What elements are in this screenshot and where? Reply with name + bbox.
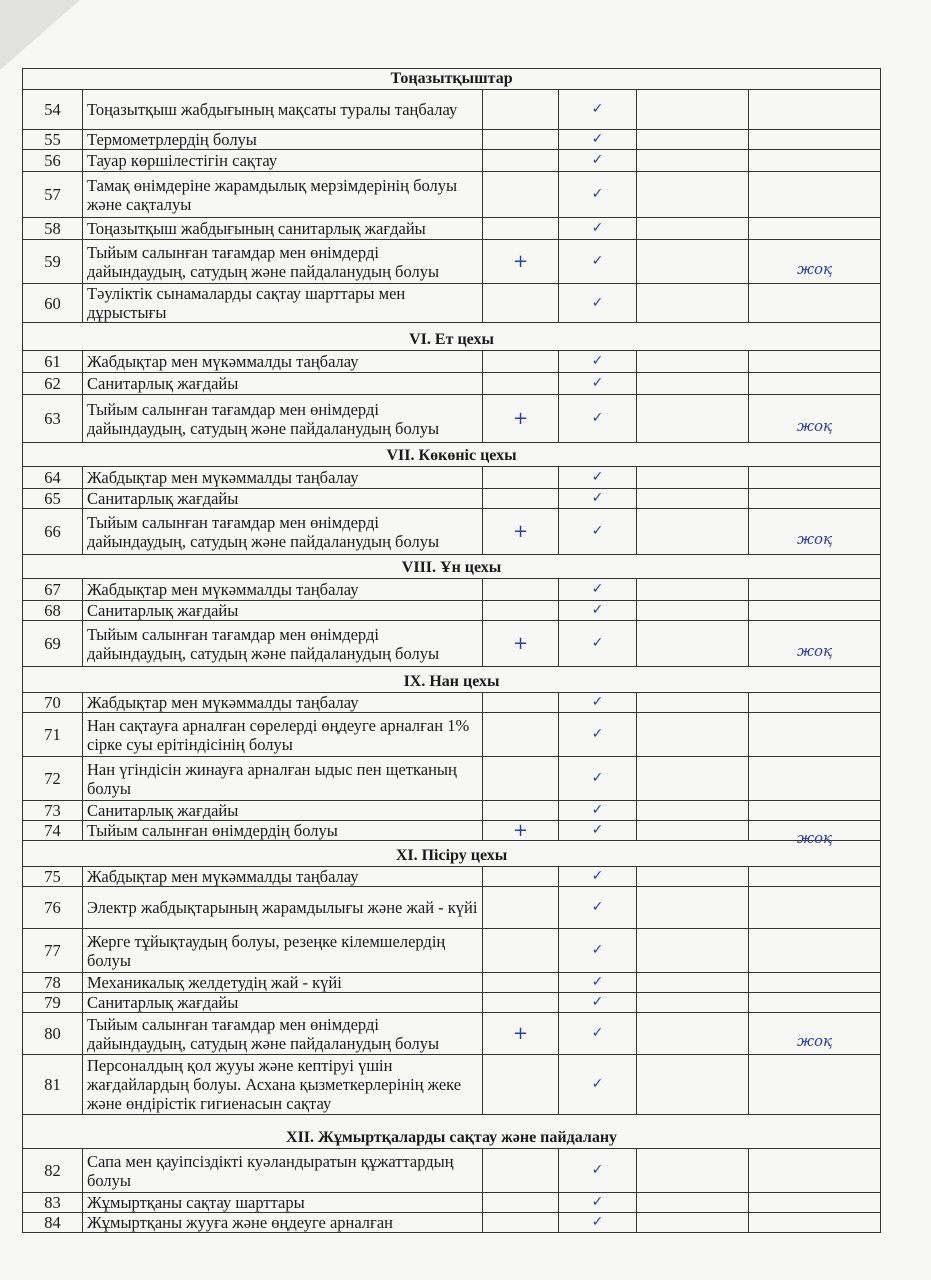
check-mark: ✓: [559, 467, 637, 489]
item-number: 60: [23, 284, 83, 323]
item-text: Тауар көршілестігін сақтау: [83, 150, 483, 172]
empty-cell: [637, 579, 749, 601]
item-number: 61: [23, 351, 83, 373]
note-handwritten: [749, 1157, 881, 1201]
item-number: 83: [23, 1193, 83, 1213]
check-mark: ✓: [559, 693, 637, 713]
mark-plus: +: [483, 509, 559, 555]
checklist-table: [22, 68, 881, 1233]
mark-plus: +: [483, 395, 559, 443]
item-text: Нан үгіндісін жинауға арналған ыдыс пен щетканың болуы: [83, 757, 483, 801]
check-mark: ✓: [559, 579, 637, 601]
empty-cell: [637, 821, 749, 841]
item-number: 68: [23, 601, 83, 621]
mark-plus: [483, 887, 559, 929]
note-handwritten: [749, 1221, 881, 1241]
check-mark: ✓: [559, 1213, 637, 1233]
page-fold: [0, 0, 80, 70]
item-text: Тыйым салынған тағамдар мен өнімдерді дайындаудың, сатудың және пайдаланудың болуы: [83, 395, 483, 443]
item-text: Санитарлық жағдайы: [83, 993, 483, 1013]
mark-plus: [483, 130, 559, 150]
item-number: 78: [23, 973, 83, 993]
mark-plus: [483, 1213, 559, 1233]
empty-cell: [637, 284, 749, 323]
item-text: Тыйым салынған тағамдар мен өнімдерді дайындаудың, сатудың және пайдаланудың болуы: [83, 509, 483, 555]
empty-cell: [637, 621, 749, 667]
check-mark: ✓: [559, 601, 637, 621]
mark-plus: [483, 90, 559, 130]
item-number: 73: [23, 801, 83, 821]
empty-cell: [637, 373, 749, 395]
check-mark: ✓: [559, 867, 637, 887]
section-title: IX. Нан цехы: [23, 667, 881, 693]
note-handwritten: [749, 981, 881, 1001]
check-mark: ✓: [559, 929, 637, 973]
check-mark: ✓: [559, 172, 637, 218]
empty-cell: [637, 90, 749, 130]
check-mark: ✓: [559, 130, 637, 150]
note-handwritten: [749, 587, 881, 609]
table-row: [23, 351, 881, 373]
check-mark: ✓: [559, 757, 637, 801]
item-text: Тыйым салынған тағамдар мен өнімдерді дайындаудың, сатудың және пайдаланудың болуы: [83, 240, 483, 284]
item-number: 80: [23, 1013, 83, 1055]
item-number: 81: [23, 1055, 83, 1115]
note-handwritten: [749, 226, 881, 248]
section-header-row: [23, 443, 881, 467]
item-text: Жабдықтар мен мүкәммалды таңбалау: [83, 579, 483, 601]
item-number: 66: [23, 509, 83, 555]
section-title: XII. Жұмыртқаларды сақтау және пайдалану: [23, 1115, 881, 1149]
item-number: 64: [23, 467, 83, 489]
item-text: Сапа мен қауіпсіздікті куәландыратын құжаттардың болуы: [83, 1149, 483, 1193]
item-number: 63: [23, 395, 83, 443]
check-mark: ✓: [559, 284, 637, 323]
item-number: 57: [23, 172, 83, 218]
check-mark: ✓: [559, 218, 637, 240]
table-row: [23, 90, 881, 130]
mark-plus: [483, 757, 559, 801]
empty-cell: [637, 130, 749, 150]
item-text: Тыйым салынған тағамдар мен өнімдерді дайындаудың, сатудың және пайдаланудың болуы: [83, 621, 483, 667]
mark-plus: [483, 1149, 559, 1193]
mark-plus: +: [483, 240, 559, 284]
mark-plus: [483, 1055, 559, 1115]
note-handwritten: [749, 809, 881, 829]
check-mark: ✓: [559, 887, 637, 929]
item-text: Санитарлық жағдайы: [83, 801, 483, 821]
check-mark: ✓: [559, 489, 637, 509]
mark-plus: [483, 467, 559, 489]
note-handwritten: [749, 158, 881, 180]
note-handwritten: [749, 497, 881, 517]
note-handwritten: жоқ: [749, 629, 881, 675]
note-handwritten: жоқ: [749, 248, 881, 292]
note-handwritten: [749, 1063, 881, 1123]
note-handwritten: [749, 701, 881, 721]
note-handwritten: жоқ: [749, 829, 881, 849]
item-text: Тыйым салынған тағамдар мен өнімдерді дайындаудың, сатудың және пайдаланудың болуы: [83, 1013, 483, 1055]
item-number: 76: [23, 887, 83, 929]
item-number: 75: [23, 867, 83, 887]
item-number: 71: [23, 713, 83, 757]
note-handwritten: [749, 895, 881, 937]
note-handwritten: [749, 98, 881, 138]
check-mark: ✓: [559, 395, 637, 443]
mark-plus: [483, 284, 559, 323]
item-text: Жұмыртқаны жууға және өңдеуге арналған: [83, 1213, 483, 1233]
item-text: Санитарлық жағдайы: [83, 489, 483, 509]
empty-cell: [637, 801, 749, 821]
mark-plus: [483, 351, 559, 373]
item-number: 59: [23, 240, 83, 284]
item-text: Жабдықтар мен мүкәммалды таңбалау: [83, 351, 483, 373]
empty-cell: [637, 887, 749, 929]
empty-cell: [637, 929, 749, 973]
note-handwritten: жоқ: [749, 1021, 881, 1063]
section-header-row: [23, 69, 881, 90]
mark-plus: +: [483, 1013, 559, 1055]
item-number: 84: [23, 1213, 83, 1233]
check-mark: ✓: [559, 1013, 637, 1055]
check-mark: ✓: [559, 1193, 637, 1213]
mark-plus: [483, 489, 559, 509]
note-handwritten: [749, 475, 881, 497]
empty-cell: [637, 240, 749, 284]
note-handwritten: жоқ: [749, 403, 881, 451]
empty-cell: [637, 1213, 749, 1233]
item-number: 74: [23, 821, 83, 841]
item-text: Санитарлық жағдайы: [83, 373, 483, 395]
note-handwritten: [749, 609, 881, 629]
item-number: 82: [23, 1149, 83, 1193]
table-row: [23, 395, 881, 443]
mark-plus: [483, 373, 559, 395]
item-text: Тыйым салынған өнімдердің болуы: [83, 821, 483, 841]
check-mark: ✓: [559, 240, 637, 284]
mark-plus: [483, 601, 559, 621]
note-handwritten: [749, 381, 881, 403]
mark-plus: [483, 973, 559, 993]
item-text: Нан сақтауға арналған сөрелерді өңдеуге арналған 1% сірке суы ерітіндісінің болуы: [83, 713, 483, 757]
mark-plus: [483, 150, 559, 172]
item-text: Механикалық желдетудің жай - күйі: [83, 973, 483, 993]
table-row: [23, 867, 881, 887]
check-mark: ✓: [559, 713, 637, 757]
item-number: 62: [23, 373, 83, 395]
note-handwritten: [749, 721, 881, 765]
table-row: [23, 1055, 881, 1115]
table-row: [23, 693, 881, 713]
note-handwritten: жоқ: [749, 517, 881, 563]
note-handwritten: [749, 1001, 881, 1021]
empty-cell: [637, 150, 749, 172]
table-row: [23, 467, 881, 489]
empty-cell: [637, 757, 749, 801]
section-header-row: [23, 841, 881, 867]
item-number: 72: [23, 757, 83, 801]
check-mark: ✓: [559, 801, 637, 821]
empty-cell: [637, 218, 749, 240]
item-text: Электр жабдықтарының жарамдылығы және жай - күйі: [83, 887, 483, 929]
empty-cell: [637, 1149, 749, 1193]
section-title: Тоңазытқыштар: [23, 69, 881, 90]
section-header-row: [23, 323, 881, 351]
item-number: 77: [23, 929, 83, 973]
mark-plus: [483, 172, 559, 218]
item-number: 56: [23, 150, 83, 172]
item-number: 54: [23, 90, 83, 130]
item-number: 65: [23, 489, 83, 509]
check-mark: ✓: [559, 821, 637, 841]
mark-plus: [483, 867, 559, 887]
item-number: 55: [23, 130, 83, 150]
note-handwritten: [749, 765, 881, 809]
empty-cell: [637, 693, 749, 713]
mark-plus: [483, 713, 559, 757]
item-number: 67: [23, 579, 83, 601]
section-header-row: [23, 1115, 881, 1149]
check-mark: ✓: [559, 509, 637, 555]
table-row: [23, 1149, 881, 1193]
mark-plus: [483, 1193, 559, 1213]
note-handwritten: [749, 138, 881, 158]
check-mark: ✓: [559, 993, 637, 1013]
item-number: 79: [23, 993, 83, 1013]
note-handwritten: [749, 937, 881, 981]
empty-cell: [637, 172, 749, 218]
item-number: 58: [23, 218, 83, 240]
section-title: VIII. Ұн цехы: [23, 555, 881, 579]
mark-plus: [483, 218, 559, 240]
mark-plus: [483, 579, 559, 601]
mark-plus: [483, 929, 559, 973]
empty-cell: [637, 1055, 749, 1115]
item-text: Тәуліктік сынамаларды сақтау шарттары мен дұрыстығы: [83, 284, 483, 323]
check-mark: ✓: [559, 90, 637, 130]
mark-plus: +: [483, 821, 559, 841]
check-mark: ✓: [559, 351, 637, 373]
mark-plus: +: [483, 621, 559, 667]
empty-cell: [637, 973, 749, 993]
check-mark: ✓: [559, 973, 637, 993]
empty-cell: [637, 351, 749, 373]
section-header-row: [23, 555, 881, 579]
item-text: Жабдықтар мен мүкәммалды таңбалау: [83, 867, 483, 887]
item-text: Жерге тұйықтаудың болуы, резеңке кілемшелердің болуы: [83, 929, 483, 973]
empty-cell: [637, 509, 749, 555]
note-handwritten: [749, 359, 881, 381]
empty-cell: [637, 1193, 749, 1213]
section-header-row: [23, 667, 881, 693]
empty-cell: [637, 1013, 749, 1055]
check-mark: ✓: [559, 1055, 637, 1115]
note-handwritten: [749, 180, 881, 226]
item-text: Санитарлық жағдайы: [83, 601, 483, 621]
empty-cell: [637, 713, 749, 757]
item-text: Термометрлердің болуы: [83, 130, 483, 150]
item-text: Жұмыртқаны сақтау шарттары: [83, 1193, 483, 1213]
section-title: XI. Пісіру цехы: [23, 841, 881, 867]
empty-cell: [637, 489, 749, 509]
item-text: Персоналдың қол жууы және кептіруі үшін жағдайлардың болуы. Асхана қызметкерлерінің жеке және өндірістік гигиенасын сақтау: [83, 1055, 483, 1115]
note-handwritten: [749, 1201, 881, 1221]
item-text: Тоңазытқыш жабдығының санитарлық жағдайы: [83, 218, 483, 240]
empty-cell: [637, 395, 749, 443]
item-text: Жабдықтар мен мүкәммалды таңбалау: [83, 467, 483, 489]
table-row: [23, 579, 881, 601]
item-text: Тоңазытқыш жабдығының мақсаты туралы таңбалау: [83, 90, 483, 130]
check-mark: ✓: [559, 1149, 637, 1193]
empty-cell: [637, 993, 749, 1013]
section-title: VII. Көкөніс цехы: [23, 443, 881, 467]
check-mark: ✓: [559, 621, 637, 667]
check-mark: ✓: [559, 150, 637, 172]
item-number: 70: [23, 693, 83, 713]
item-number: 69: [23, 621, 83, 667]
mark-plus: [483, 993, 559, 1013]
check-mark: ✓: [559, 373, 637, 395]
item-text: Жабдықтар мен мүкәммалды таңбалау: [83, 693, 483, 713]
mark-plus: [483, 693, 559, 713]
empty-cell: [637, 867, 749, 887]
section-title: VI. Ет цехы: [23, 323, 881, 351]
note-handwritten: [749, 875, 881, 895]
empty-cell: [637, 601, 749, 621]
item-text: Тамақ өнімдеріне жарамдылық мерзімдерінің болуы және сақталуы: [83, 172, 483, 218]
empty-cell: [637, 467, 749, 489]
mark-plus: [483, 801, 559, 821]
